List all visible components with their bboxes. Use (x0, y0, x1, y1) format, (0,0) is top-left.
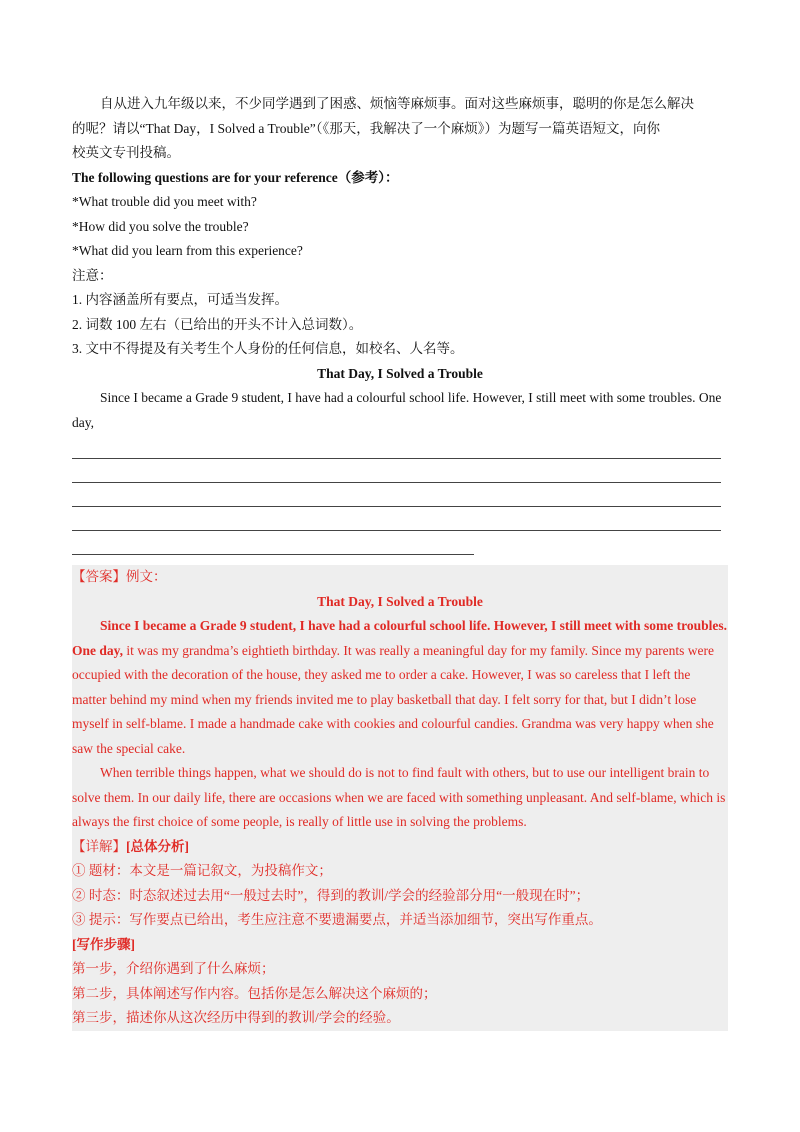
content-area (72, 92, 728, 1031)
notes-item: 3. 文中不得提及有关考生个人身份的任何信息，如校名、人名等。 (72, 341, 464, 356)
detail-heading-line (72, 835, 728, 860)
intro-line-2: 的呢？请以“That Day，I Solved a Trouble”（《那天，我解决了一个麻烦》）为题写一篇英语短文，向你 (72, 120, 660, 136)
analysis-item: ① 题材：本文是一篇记叙文，为投稿作文； (72, 863, 332, 878)
step-item: 第二步，具体阐述写作内容。包括你是怎么解决这个麻烦的； (72, 985, 437, 1001)
step-item: 第三步，描述你从这次经历中得到的教训/学会的经验。 (72, 1010, 400, 1025)
analysis-item: ② 时态：时态叙述过去用“一般过去时”，得到的教训/学会的经验部分用“一般现在时”； (72, 887, 590, 903)
answer-given-opening: Since I became a Grade 9 student, I have had a colourful school life. However, I still meet with some troubles. One day, (72, 618, 727, 658)
intro-line-1: 自从进入九年级以来，不少同学遇到了困惑、烦恼等麻烦事。面对这些麻烦事，聪明的你是怎么解决 (100, 96, 694, 111)
answer-label: 【答案】例文： (72, 569, 167, 584)
intro-line-3: 校英文专刊投稿。 (72, 145, 180, 160)
answer-paragraph-2: When terrible things happen, what we should do is not to find fault with others, but to use our intelligent brain to solve them. In our daily life, there are occasions when we are faced with something unpleasant. And self-blame, which is always the first choice of some people, is really of little use in solving the problems. (72, 765, 726, 829)
step-item: 第一步，介绍你遇到了什么麻烦； (72, 961, 275, 976)
writing-line (72, 507, 721, 531)
prompt-title: That Day, I Solved a Trouble (317, 365, 483, 381)
analysis-item: ③ 提示：写作要点已给出，考生应注意不要遗漏要点，并适当添加细节，突出写作重点。 (72, 912, 602, 927)
steps-heading: [写作步骤] (72, 936, 135, 952)
writing-line (72, 435, 721, 459)
writing-line (72, 459, 721, 483)
notes-label: 注意： (72, 267, 113, 283)
prompt-opening: Since I became a Grade 9 student, I have had a colourful school life. However, I still meet with some troubles. One day, (72, 390, 722, 430)
detail-heading: [总体分析] (126, 838, 189, 854)
reference-heading: The following questions are for your reference（参考）： (72, 169, 399, 185)
answer-title: That Day, I Solved a Trouble (317, 593, 483, 609)
notes-item: 2. 词数 100 左右（已给出的开头不计入总词数）。 (72, 316, 363, 332)
reference-question: *What trouble did you meet with? (72, 194, 257, 209)
reference-question: *What did you learn from this experience? (72, 243, 303, 258)
reference-question: *How did you solve the trouble? (72, 218, 249, 234)
answer-paragraph-1 (72, 614, 728, 761)
writing-line (72, 483, 721, 507)
answer-section (72, 565, 728, 1031)
notes-item: 1. 内容涵盖所有要点，可适当发挥。 (72, 292, 288, 307)
writing-lines (72, 435, 728, 555)
answer-paragraph-1-text: it was my grandma’s eightieth birthday. It was really a meaningful day for my family. Since my parents were occupied with the decoration of the house, they asked me to order a cake. However, I was so careless that I left the matter behind my mind when my friends invited me to play basketball that day. I felt sorry for that, but I didn’t lose myself in self-blame. I made a handmade cake with cookies and colourful candies. Grandma was very happy when she saw the special cake. (72, 642, 714, 756)
detail-label: 【详解】 (72, 838, 126, 854)
writing-line-short (72, 531, 474, 555)
